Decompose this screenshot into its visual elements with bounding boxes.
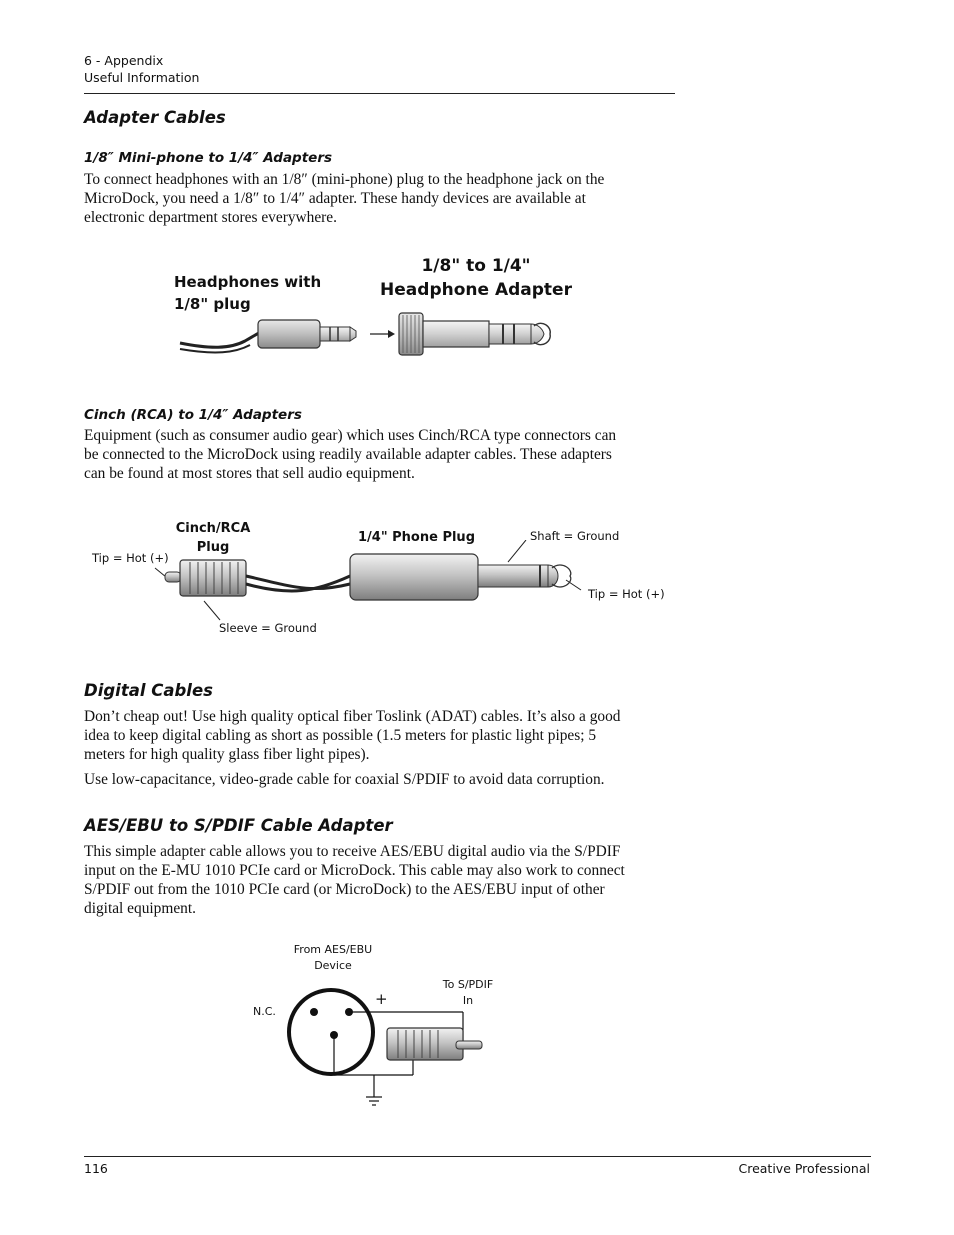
miniplug-shaft — [320, 327, 350, 341]
xlr-connector — [289, 990, 373, 1074]
miniphone-paragraph — [84, 170, 680, 227]
tip-hot-right-label: Tip = Hot (+) — [588, 587, 665, 601]
text-line: To connect headphones with an 1/8″ (mini-phone) plug to the headphone jack on the — [84, 171, 605, 188]
label-line: Device — [314, 959, 352, 972]
text-line: This simple adapter cable allows you to receive AES/EBU digital audio via the S/PDIF — [84, 843, 621, 860]
pin-1 — [310, 1008, 318, 1016]
shaft-ground-label: Shaft = Ground — [530, 529, 620, 543]
digital-cables-heading: Digital Cables — [84, 681, 213, 700]
aes-ebu-wiring-figure — [280, 975, 490, 1115]
text-line: be connected to the MicroDock using readily available adapter cables. These adapters — [84, 446, 612, 463]
digital-paragraph-1 — [84, 707, 680, 764]
header-section: 6 - Appendix — [84, 53, 164, 68]
from-aes-label — [283, 942, 383, 974]
running-header — [84, 52, 199, 86]
phone-plug-shaft — [478, 565, 548, 587]
text-line: MicroDock, you need a 1/8″ to 1/4″ adapter. These handy devices are available at — [84, 190, 586, 207]
header-divider — [84, 93, 675, 94]
phone-plug-label: 1/4" Phone Plug — [358, 530, 475, 545]
label-line: Headphones with — [174, 273, 322, 291]
miniplug-body — [258, 320, 320, 348]
digital-paragraph-2: Use low-capacitance, video-grade cable for coaxial S/PDIF to avoid data corruption. — [84, 771, 605, 788]
text-line: Equipment (such as consumer audio gear) which uses Cinch/RCA type connectors can — [84, 427, 617, 444]
text-line: input on the E-MU 1010 PCIe card or MicroDock. This cable may also work to connect — [84, 862, 625, 879]
label-line: To S/PDIF — [442, 978, 494, 991]
text-line: meters for high quality glass fiber light pipes). — [84, 746, 370, 763]
plus-label: + — [375, 990, 388, 1008]
footer-divider — [84, 1156, 871, 1157]
headphone-cable — [180, 333, 259, 347]
footer-publisher: Creative Professional — [738, 1161, 870, 1176]
adapter-cables-heading: Adapter Cables — [84, 108, 226, 127]
text-line: S/PDIF out from the 1010 PCIe card (or MicroDock) to the AES/EBU input of other — [84, 881, 605, 898]
text-line: can be found at most stores that sell audio equipment. — [84, 465, 415, 482]
label-line: Cinch/RCA — [175, 521, 251, 536]
adapter-label — [370, 254, 582, 302]
adapter-body — [423, 321, 489, 347]
label-line: In — [462, 994, 474, 1007]
sleeve-ground-label: Sleeve = Ground — [219, 621, 317, 635]
aes-ebu-paragraph — [84, 842, 680, 918]
tip-hot-left-label: Tip = Hot (+) — [92, 551, 169, 565]
label-line: 1/8" to 1/4" — [421, 256, 531, 276]
miniphone-adapter-figure — [170, 305, 570, 365]
phone-plug-body — [350, 554, 478, 600]
nc-label: N.C. — [253, 1005, 276, 1018]
label-line: 1/8" plug — [174, 295, 251, 313]
label-line: Plug — [196, 540, 230, 555]
text-line: Don’t cheap out! Use high quality optical fiber Toslink (ADAT) cables. It’s also a good — [84, 708, 621, 725]
spdif-rca-pin — [456, 1041, 482, 1049]
text-line: digital equipment. — [84, 900, 196, 917]
rca-adapter-figure — [140, 540, 590, 630]
text-line: idea to keep digital cabling as short as possible (1.5 meters for plastic light pipes; 5 — [84, 727, 597, 744]
miniphone-heading: 1/8″ Mini-phone to 1/4″ Adapters — [84, 150, 333, 166]
aes-ebu-heading: AES/EBU to S/PDIF Cable Adapter — [84, 816, 393, 835]
label-line: Headphone Adapter — [380, 280, 572, 300]
cinch-paragraph — [84, 426, 680, 483]
adapter-shaft — [489, 324, 531, 344]
cinch-heading: Cinch (RCA) to 1/4″ Adapters — [84, 407, 302, 423]
text-line: electronic department stores everywhere. — [84, 209, 337, 226]
label-line: From AES/EBU — [293, 943, 373, 956]
rca-pin — [165, 572, 181, 582]
header-subsection: Useful Information — [84, 70, 200, 85]
page-number: 116 — [84, 1161, 108, 1176]
